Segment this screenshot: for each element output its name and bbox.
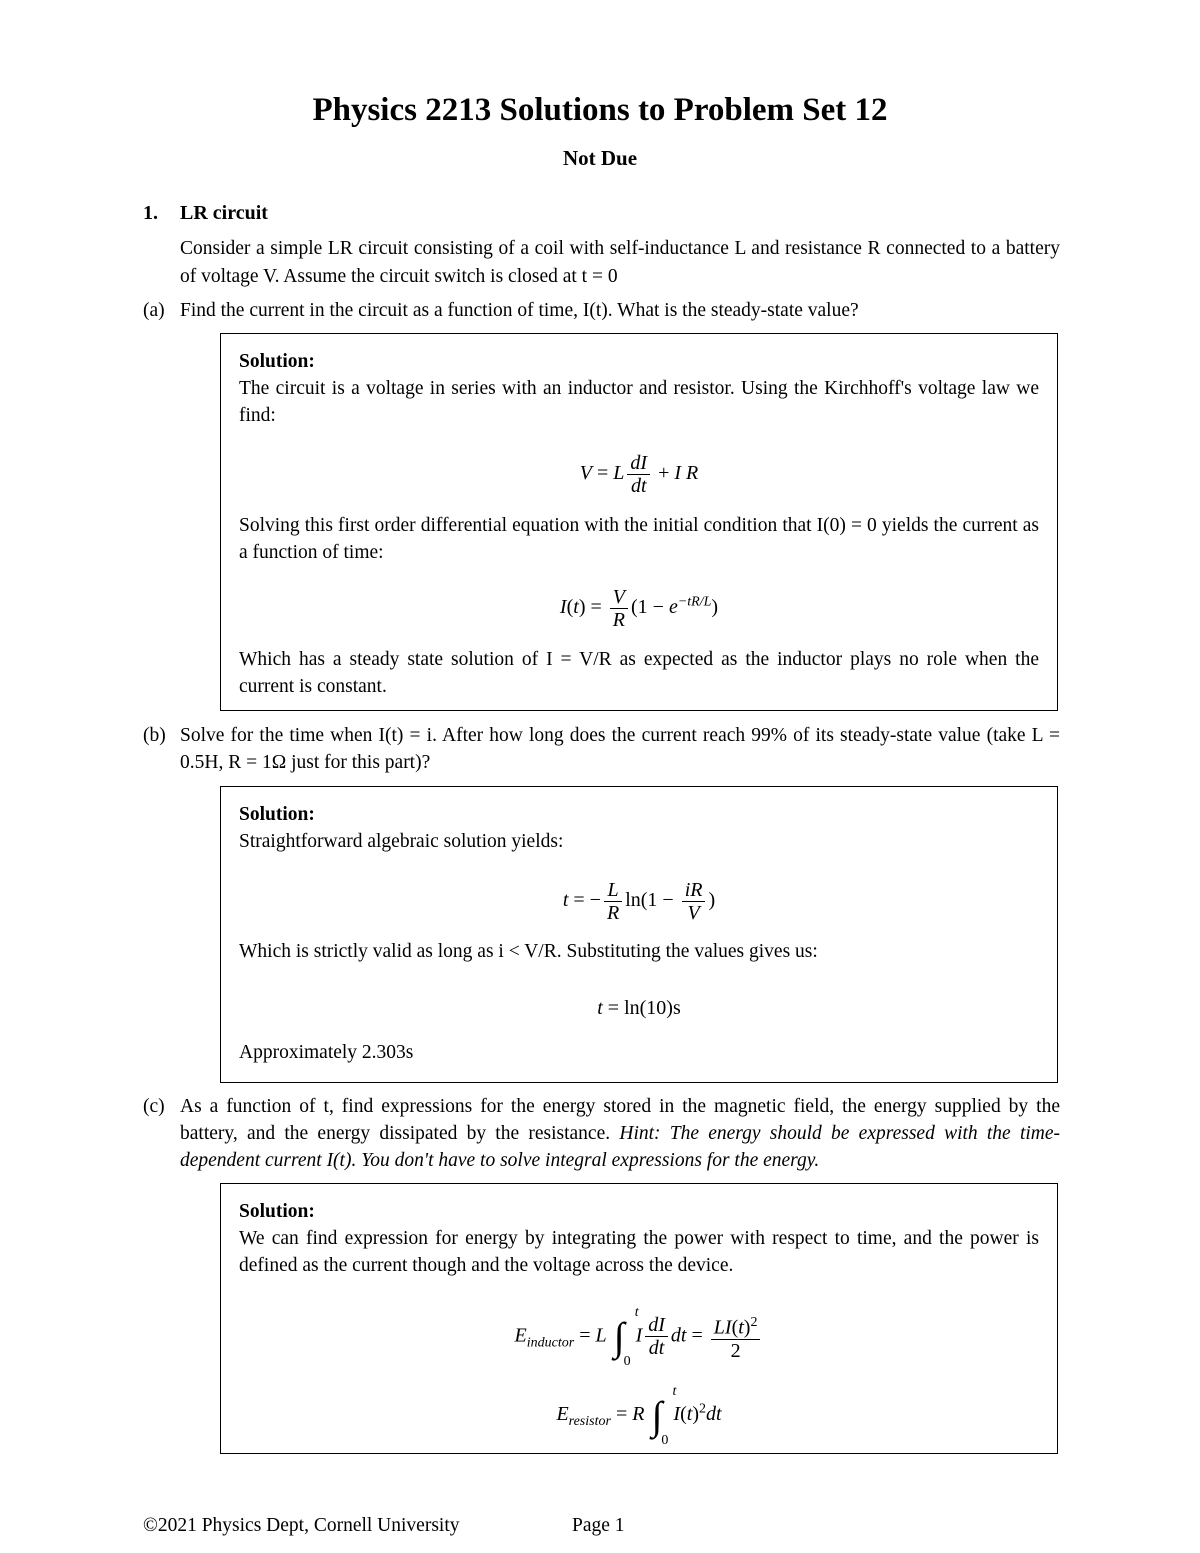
part-b-text1: Straightforward algebraic solution yields:: [239, 831, 564, 852]
part-c-solution-box: [220, 1183, 1058, 1454]
footer-page-number: Page 1: [572, 1515, 625, 1536]
part-b-eq1: t = − $\frac{L}{R}$ ln(1 − $\frac{iR}{V}$ ): [562, 879, 716, 924]
part-a-text3: Which has a steady state solution of I = V/R as expected as the inductor plays no role when the current is constant.: [239, 649, 1039, 697]
part-c-eq1: $E_{inductor} = L$ ∫ t 0 I $\frac{dI}{dt}$ dt = $\frac{LI(t)^2}{2}$: [221, 1312, 1057, 1362]
part-a-question: [143, 297, 1060, 324]
part-a-eq1: V = L $\frac{dI}{dt}$ + I R: [579, 452, 699, 497]
part-a-text1: The circuit is a voltage in series with an inductor and resistor. Using the Kirchhoff's voltage law we find:: [239, 378, 1039, 426]
part-b-solution-label: Solution:: [239, 804, 315, 825]
part-a-label: (a): [143, 300, 165, 321]
part-c-eq2: $E_{resistor} = R$ ∫ t 0 $I(t)^2dt$: [556, 1384, 722, 1448]
part-b-label: (b): [143, 725, 166, 746]
problem-number: 1.: [143, 202, 158, 224]
footer-copyright: ©2021 Physics Dept, Cornell University: [143, 1515, 460, 1536]
part-c-hint: Hint: The energy should be expressed with the time-dependent current I(t). You don't have to solve integral expressions for the energy.: [180, 1123, 1061, 1171]
part-c-solution-label: Solution:: [239, 1201, 315, 1222]
problem-heading: [143, 202, 268, 225]
part-b-solution-box: [220, 786, 1058, 1083]
part-b-text2: Which is strictly valid as long as i < V/R. Substituting the values gives us:: [239, 941, 818, 962]
part-c-question: [143, 1093, 1061, 1174]
part-a-solution-label: Solution:: [239, 351, 315, 372]
part-a-question-text: Find the current in the circuit as a function of time, I(t). What is the steady-state value?: [180, 300, 859, 321]
part-b-question: [143, 722, 1060, 776]
problem-intro: Consider a simple LR circuit consisting of a coil with self-inductance L and resistance R connected to a battery of voltage V. Assume the circuit switch is closed at t = 0: [180, 238, 1060, 287]
part-c-text1: We can find expression for energy by integrating the power with respect to time, and the power is defined as the current though and the voltage across the device.: [239, 1228, 1039, 1276]
page-title: Physics 2213 Solutions to Problem Set 12: [312, 92, 888, 128]
part-c-question-text: As a function of t, find expressions for the energy stored in the magnetic field, the energy supplied by the battery, and the energy dissipated by the resistance.: [180, 1096, 1060, 1144]
part-c-label: (c): [143, 1096, 165, 1117]
part-a-eq2: I(t) = $\frac{V}{R}$ $(1 - e^{-tR/L})$: [559, 586, 719, 631]
part-a-text2: Solving this first order differential equation with the initial condition that I(0) = 0 yields the current as a function of time:: [239, 515, 1039, 563]
page-subtitle: Not Due: [562, 146, 638, 170]
problem-title: LR circuit: [180, 202, 268, 224]
part-a-solution-box: [220, 333, 1058, 711]
part-b-question-text: Solve for the time when I(t) = i. After how long does the current reach 99% of its steady-state value (take L = 0.5H, R = 1Ω just for this part)?: [180, 725, 1060, 773]
part-b-eq2: t = ln(10)s: [597, 997, 681, 1019]
part-b-text3: Approximately 2.303s: [239, 1042, 414, 1063]
